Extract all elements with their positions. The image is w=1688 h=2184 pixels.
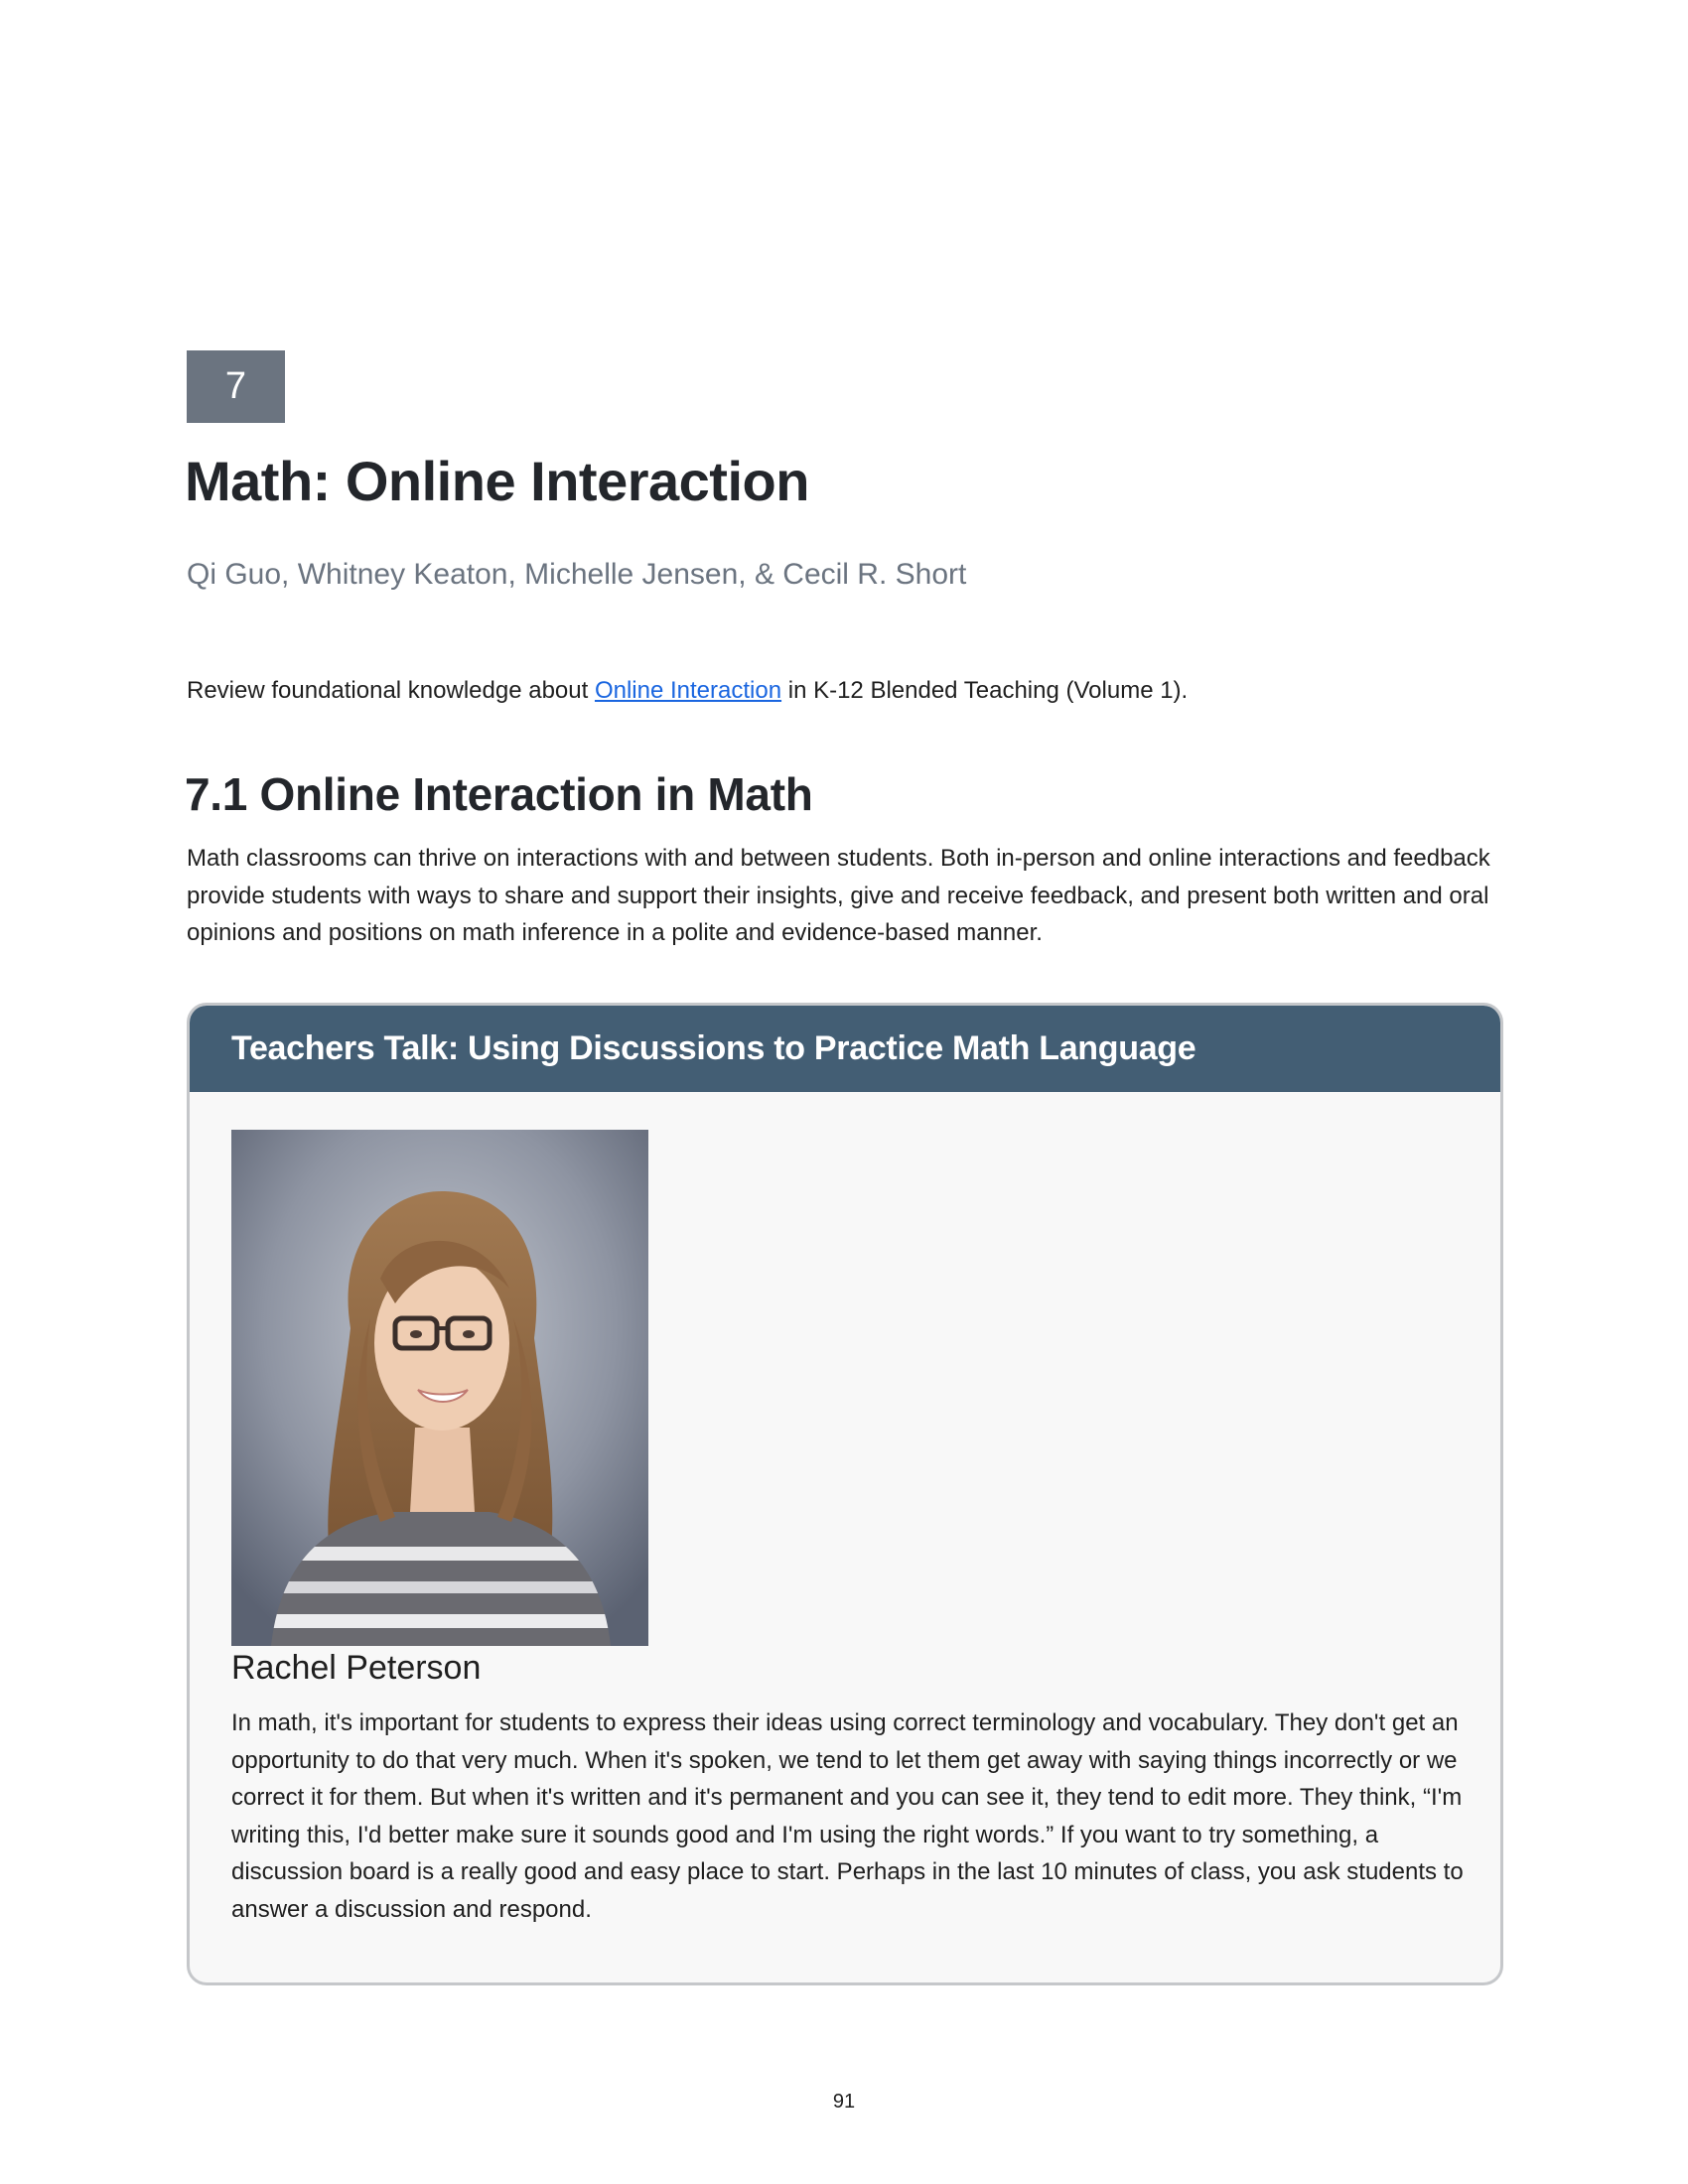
- section-paragraph: Math classrooms can thrive on interactions with and between students. Both in-person and online interactions and feedback provide students with ways to share and support their insights, give and receive feedback, and present both written and oral opinions and positions on math inference in a polite and evidence-based manner.: [187, 845, 1490, 946]
- teachers-talk-textbox: [187, 1003, 1503, 1985]
- section-heading: 7.1 Online Interaction in Math: [185, 768, 813, 820]
- review-line: [187, 677, 1188, 705]
- teacher-quote: In math, it's important for students to express their ideas using correct terminology and vocabulary. They don't get an opportunity to do that very much. When it's spoken, we tend to let them get away with saying things incorrectly or we correct it for them. But when it's written and it's permanent and you can see it, they tend to edit more. They think, “I'm writing this, I'd better make sure it sounds good and I'm using the right words.” If you want to try something, a discussion board is a really good and easy place to start. Perhaps in the last 10 minutes of class, you ask students to answer a discussion and respond.: [231, 1709, 1464, 1923]
- page-number: 91: [832, 2091, 856, 2113]
- textbox-header: Teachers Talk: Using Discussions to Practice Math Language: [190, 1006, 1500, 1092]
- chapter-title: Math: Online Interaction: [185, 450, 809, 512]
- chapter-authors: Qi Guo, Whitney Keaton, Michelle Jensen, & Cecil R. Short: [187, 558, 967, 591]
- review-suffix: in K-12 Blended Teaching (Volume 1).: [781, 677, 1189, 704]
- chapter-number-badge: 7: [187, 350, 285, 423]
- teacher-portrait: [231, 1130, 648, 1646]
- teacher-name: Rachel Peterson: [231, 1649, 482, 1687]
- online-interaction-link[interactable]: Online Interaction: [594, 677, 782, 704]
- review-prefix: Review foundational knowledge about: [187, 677, 595, 704]
